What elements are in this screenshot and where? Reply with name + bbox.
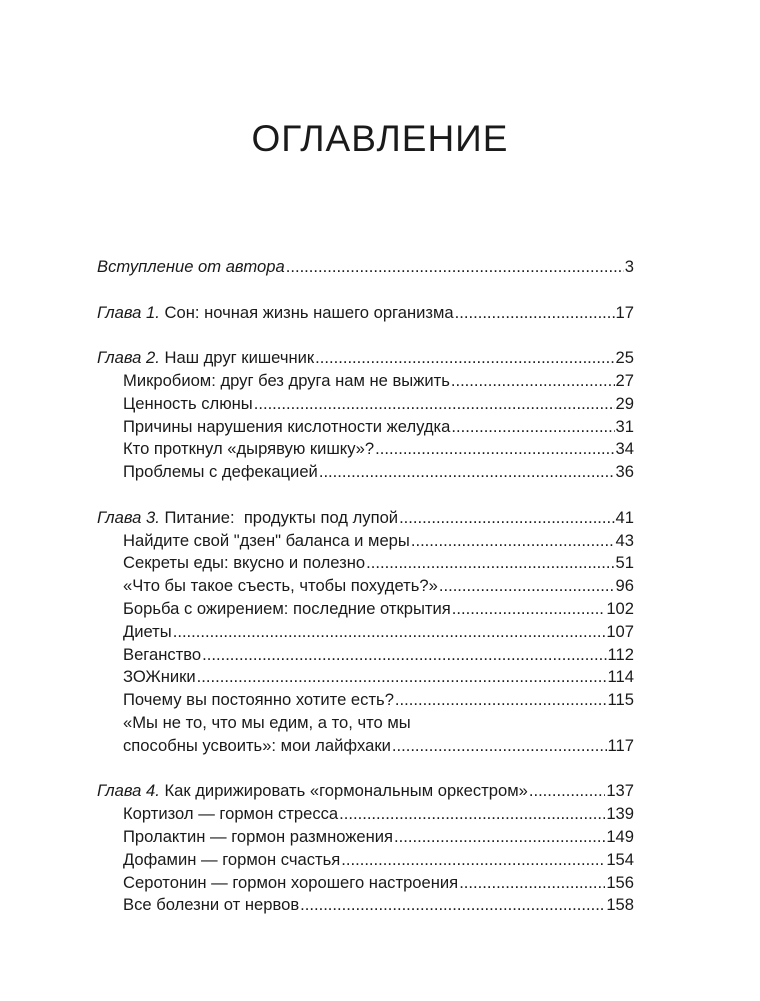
toc-entry-label: ЗОЖники: [123, 667, 196, 687]
dot-leader: [459, 872, 605, 895]
toc-page-number: 102: [606, 598, 634, 618]
toc-entry-intro[interactable]: [97, 256, 634, 279]
toc-entry-label: Серотонин — гормон хорошего настроения: [123, 872, 459, 892]
toc-entry-label: Найдите свой "дзен" баланса и меры: [123, 530, 410, 550]
dot-leader: [451, 416, 614, 439]
toc-subentry[interactable]: [97, 530, 634, 553]
toc-entry-chapter-3[interactable]: [97, 507, 634, 530]
table-of-contents: [97, 256, 634, 940]
toc-page-number: 158: [606, 895, 634, 915]
dot-leader: [439, 575, 615, 598]
dot-leader: [341, 849, 605, 872]
toc-subentry[interactable]: [97, 552, 634, 575]
toc-entry-label: Кортизол — гормон стресса: [123, 804, 339, 824]
toc-section-chapter-3: [97, 507, 634, 758]
toc-subentry[interactable]: [97, 598, 634, 621]
toc-page-number: 107: [606, 621, 634, 641]
dot-leader: [411, 530, 615, 553]
toc-entry-label: Пролактин — гормон размножения: [123, 826, 394, 846]
toc-page-number: 117: [607, 735, 634, 755]
toc-entry-label: способны усвоить»: мои лайфхаки: [123, 735, 391, 755]
toc-entry-label: «Мы не то, что мы едим, а то, что мы: [123, 712, 411, 732]
toc-subentry[interactable]: [97, 621, 634, 644]
toc-section-chapter-1: [97, 302, 634, 325]
toc-entry-label: Борьба с ожирением: последние открытия: [123, 598, 451, 618]
chapter-prefix: Глава 4.: [97, 781, 160, 801]
toc-subentry[interactable]: [97, 849, 634, 872]
toc-entry-chapter-2[interactable]: [97, 347, 634, 370]
toc-page-number: 96: [615, 576, 634, 596]
dot-leader: [315, 347, 614, 370]
toc-entry-label: Сон: ночная жизнь нашего организма: [164, 302, 454, 322]
toc-page-number: 25: [615, 348, 634, 368]
dot-leader: [375, 438, 614, 461]
toc-page-number: 41: [615, 507, 634, 527]
toc-section-intro: [97, 256, 634, 279]
dot-leader: [394, 826, 605, 849]
dot-leader: [197, 666, 607, 689]
toc-page-number: 17: [615, 302, 634, 322]
toc-page-number: 154: [606, 849, 634, 869]
toc-page-number: 31: [615, 416, 634, 436]
toc-subentry[interactable]: [97, 438, 634, 461]
toc-subentry[interactable]: [97, 872, 634, 895]
toc-page-number: 27: [615, 370, 634, 390]
chapter-prefix: Глава 2.: [97, 348, 160, 368]
dot-leader: [366, 552, 614, 575]
toc-subentry[interactable]: [97, 826, 634, 849]
toc-subentry[interactable]: [97, 461, 634, 484]
toc-subentry[interactable]: [97, 644, 634, 667]
toc-page-number: 156: [606, 872, 634, 892]
dot-leader: [339, 803, 605, 826]
toc-page-number: 115: [607, 690, 634, 710]
toc-entry-label: Все болезни от нервов: [123, 895, 300, 915]
toc-page-number: 29: [615, 393, 634, 413]
dot-leader: [286, 256, 624, 279]
dot-leader: [202, 644, 606, 667]
chapter-prefix: Глава 1.: [97, 302, 160, 322]
dot-leader: [399, 507, 614, 530]
dot-leader: [319, 461, 615, 484]
dot-leader: [254, 393, 615, 416]
toc-entry-label: Причины нарушения кислотности желудка: [123, 416, 451, 436]
dot-leader: [452, 598, 606, 621]
toc-subentry[interactable]: [97, 894, 634, 917]
toc-subentry[interactable]: [97, 666, 634, 689]
dot-leader: [529, 780, 605, 803]
toc-page-number: 51: [615, 553, 634, 573]
toc-entry-chapter-4[interactable]: [97, 780, 634, 803]
toc-subentry[interactable]: [97, 575, 634, 598]
toc-subentry[interactable]: [97, 393, 634, 416]
toc-page-number: 3: [624, 257, 634, 276]
toc-section-chapter-2: [97, 347, 634, 484]
toc-subentry-first-line[interactable]: [97, 712, 634, 735]
toc-entry-label: Диеты: [123, 621, 172, 641]
chapter-prefix: Глава 3.: [97, 507, 160, 527]
toc-subentry[interactable]: [97, 416, 634, 439]
toc-page-number: 114: [607, 667, 634, 687]
toc-entry-label: Вступление от автора: [97, 257, 285, 276]
toc-subentry[interactable]: [97, 735, 634, 758]
toc-subentry[interactable]: [97, 370, 634, 393]
toc-page-number: 149: [606, 826, 634, 846]
dot-leader: [300, 894, 605, 917]
toc-entry-label: Микробиом: друг без друга нам не выжить: [123, 370, 450, 390]
dot-leader: [451, 370, 615, 393]
toc-entry-label: Питание: продукты под лупой: [164, 507, 399, 527]
toc-entry-label: Дофамин — гормон счастья: [123, 849, 341, 869]
toc-entry-label: «Что бы такое съесть, чтобы похудеть?»: [123, 576, 438, 596]
toc-entry-label: Наш друг кишечник: [164, 348, 315, 368]
toc-page-number: 43: [615, 530, 634, 550]
toc-entry-chapter-1[interactable]: [97, 302, 634, 325]
toc-subentry[interactable]: [97, 803, 634, 826]
page-title: ОГЛАВЛЕНИЕ: [251, 118, 509, 159]
toc-entry-label: Кто проткнул «дырявую кишку»?: [123, 439, 375, 459]
toc-entry-label: Как дирижировать «гормональным оркестром»: [164, 781, 528, 801]
toc-page-number: 139: [606, 804, 634, 824]
dot-leader: [173, 621, 606, 644]
toc-entry-label: Веганство: [123, 644, 202, 664]
toc-entry-label: Ценность слюны: [123, 393, 253, 413]
toc-subentry[interactable]: [97, 689, 634, 712]
toc-page-number: 137: [606, 781, 634, 801]
toc-page-number: 112: [607, 644, 634, 664]
toc-entry-label: Почему вы постоянно хотите есть?: [123, 690, 394, 710]
toc-entry-label: Проблемы с дефекацией: [123, 462, 318, 482]
toc-page-number: 34: [615, 439, 634, 459]
toc-entry-label: Секреты еды: вкусно и полезно: [123, 553, 366, 573]
dot-leader: [395, 689, 607, 712]
toc-section-chapter-4: [97, 780, 634, 917]
dot-leader: [455, 302, 615, 325]
toc-page-number: 36: [615, 462, 634, 482]
dot-leader: [392, 735, 607, 758]
